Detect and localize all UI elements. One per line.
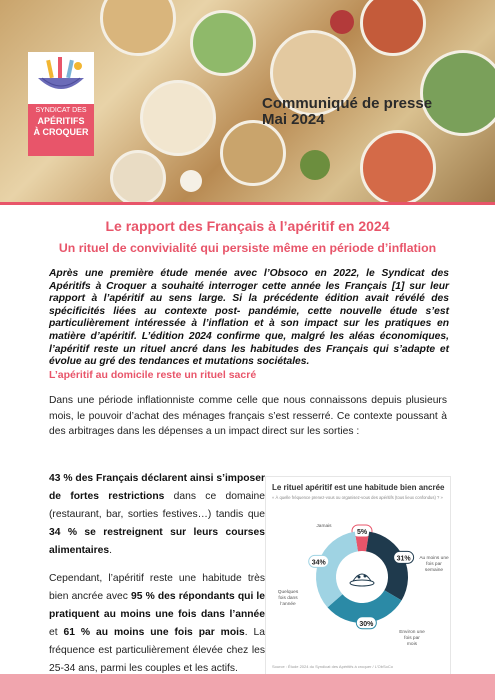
food-plate	[360, 0, 426, 56]
sauce-bowl	[180, 170, 202, 192]
category-label-weekly: Environ une fois par mois	[399, 630, 425, 647]
food-plate	[140, 80, 216, 156]
header-separator	[0, 202, 495, 205]
infographic-card	[265, 476, 451, 676]
food-plate	[110, 150, 166, 202]
value-label-yearly: 5%	[356, 529, 368, 536]
body-paragraph: Dans une période inflationniste comme celle que nous connaissons depuis plusieurs mois, le pouvoir d’achat des ménages français s’est resserré. Ce contexte poussant à des arbitrages dans les dépenses a un impact direct sur les sorties :	[49, 395, 447, 437]
stat-courses: 34 % se restreignent sur leurs courses alimentaires	[49, 527, 265, 556]
article-subtitle: Un rituel de convivialité qui persiste même en période d’inflation	[58, 241, 437, 255]
body-text: dans ce domaine (restaurant, bar, sorties festives…) tandis que	[49, 491, 265, 520]
restrictions-paragraph	[49, 470, 265, 560]
olive-bowl	[300, 150, 330, 180]
donut-slice-monthly	[316, 532, 358, 608]
left-column	[49, 470, 265, 688]
header-banner	[0, 0, 495, 202]
section-heading: L’apéritif au domicile reste un rituel sacré	[49, 369, 257, 381]
donut-chart	[266, 507, 450, 657]
food-plate	[360, 130, 436, 202]
press-release-heading	[262, 96, 432, 128]
logo-mark	[28, 52, 94, 104]
logo-line-1: SYNDICAT DES	[35, 107, 87, 114]
stat-monthly: 61 % au moins une fois par mois	[63, 627, 245, 638]
value-label-weekly: 30%	[359, 620, 374, 628]
food-plate	[220, 120, 286, 186]
logo-snack-icon	[28, 52, 94, 104]
food-plate	[190, 10, 256, 76]
infographic-source: Source : Étude 2024 du Syndicat des Apéritifs à croquer / L’ObSoCo	[272, 664, 393, 669]
snack-plate-icon	[350, 574, 374, 586]
logo-line-2: APÉRITIFS	[37, 115, 85, 126]
infographic-question: « À quelle fréquence prenez-vous ou organisez-vous des apéritifs (tous lieux confondus) ? »	[272, 495, 443, 500]
intro-paragraph: Après une première étude menée avec l’Obsoco en 2022, le Syndicat des Apéritifs à Croquer a souhaité interroger cette année les Français [1] sur leur rapport à l’apéritif au sens large. Si la précédente édition avait révélé des spécificités liées au contexte post- pandémie, cette nouvelle étude s’est particulièrement intéressée à l’inflation et à son impact sur les pratiques en matière d’apéritif. L’édition 2024 confirme que, malgré les aléas économiques, l’apéritif reste un rituel ancré dans les habitudes des Français qui s’adapte et évolue au gré des tendances et mutations sociétales.	[49, 268, 449, 368]
press-title: Communiqué de presse	[262, 95, 433, 112]
body-text: . La fréquence est particulièrement élevée chez les 25-34 ans, parmi les couples et les actifs.	[49, 627, 265, 674]
value-label-jamais: 31%	[396, 555, 411, 563]
stat-restrictions: 43 % des Français déclarent ainsi s’imposer de fortes restrictions	[49, 473, 265, 502]
stat-yearly: 95 % des répondants qui le pratiquent au moins une fois dans l’année	[49, 591, 266, 620]
article-title: Le rapport des Français à l’apéritif en 2024	[105, 218, 390, 234]
category-label-jamais: Au moins une fois par semaine	[419, 556, 449, 573]
body-text: .	[109, 545, 112, 556]
body-text: et	[49, 627, 64, 638]
donut-slice-jamais	[366, 532, 408, 601]
infographic-title: Le rituel apéritif est une habitude bien ancrée	[272, 483, 445, 492]
habit-paragraph	[49, 570, 265, 678]
value-label-monthly: 34%	[311, 559, 326, 567]
category-label-yearly: Jamais	[316, 524, 332, 529]
food-plate	[100, 0, 176, 56]
footer-band	[0, 674, 495, 700]
logo	[28, 52, 94, 156]
body-text: Cependant, l’apéritif reste une habitude très bien ancrée avec	[49, 573, 265, 602]
press-date: Mai 2024	[262, 111, 325, 128]
logo-text	[28, 104, 94, 156]
tomato-bowl	[330, 10, 354, 34]
category-label-monthly: Quelques fois dans l’année	[277, 590, 299, 607]
logo-line-3: À CROQUER	[33, 126, 89, 137]
